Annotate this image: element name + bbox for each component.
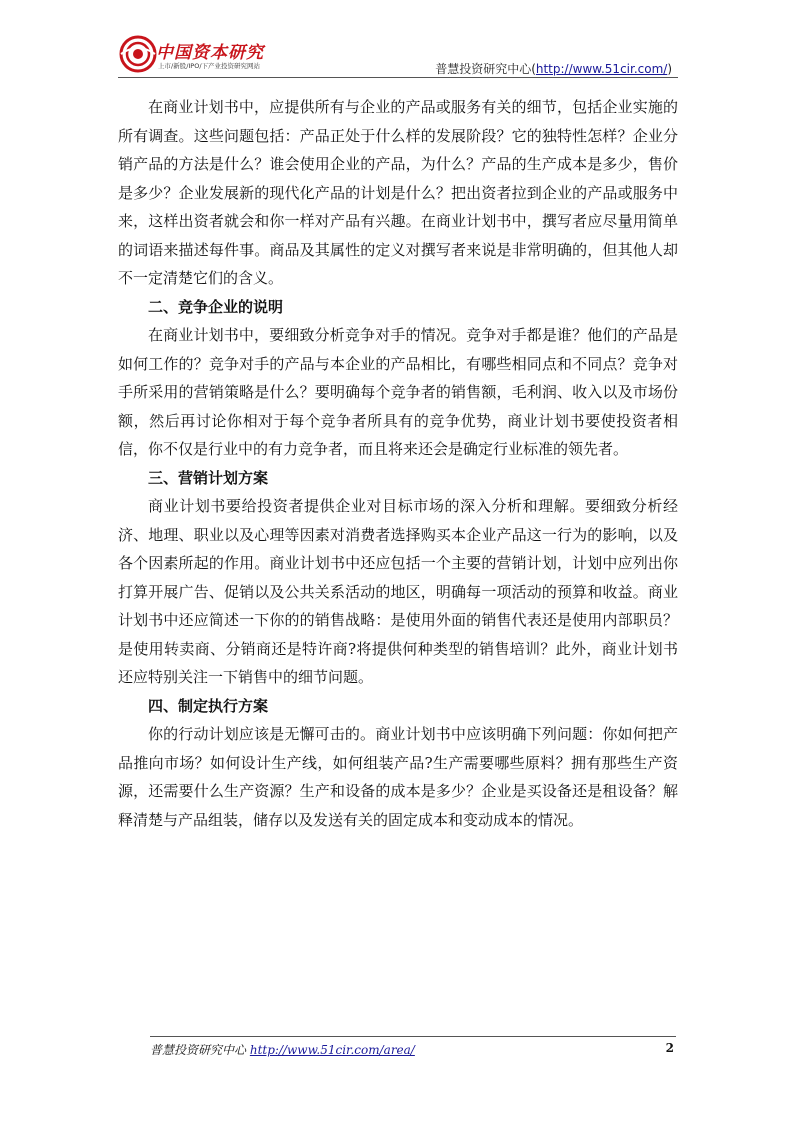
header-link[interactable]: http://www.51cir.com/ [535, 62, 668, 76]
paragraph-execution: 你的行动计划应该是无懈可击的。商业计划书中应该明确下列问题：你如何把产品推向市场？如何设计生产线，如何组装产品?生产需要哪些原料？拥有那些生产资源，还需要什么生产资源？生产和设备的成本是多少？企业是买设备还是租设备？解释清楚与产品组装，储存以及发送有关的固定成本和变动成本的情况。 [118, 725, 678, 829]
page-number: 2 [665, 1041, 674, 1055]
logo-subtitle: 上市/新股/IPO/下产业投资研究网站 [158, 62, 261, 70]
footer-divider [150, 1036, 676, 1037]
logo-swirl-icon [118, 34, 158, 74]
page-footer [150, 1036, 676, 1060]
footer-org-name: 普慧投资研究中心 [150, 1043, 247, 1057]
footer-org [150, 1041, 415, 1058]
paragraph-competitors: 在商业计划书中，要细致分析竞争对手的情况。竞争对手都是谁？他们的产品是如何工作的？竞争对手的产品与本企业的产品相比，有哪些相同点和不同点？竞争对手所采用的营销策略是什么？要明确每个竞争者的销售额，毛利润、收入以及市场份额，然后再讨论你相对于每个竞争者所具有的竞争优势，商业计划书要使投资者相信，你不仅是行业中的有力竞争者，而且将来还会是确定行业标准的领先者。 [118, 326, 678, 458]
header-close-paren: ) [667, 62, 672, 76]
paragraph-marketing: 商业计划书要给投资者提供企业对目标市场的深入分析和理解。要细致分析经济、地理、职业以及心理等因素对消费者选择购买本企业产品这一行为的影响，以及各个因素所起的作用。商业计划书中还应包括一个主要的营销计划，计划中应列出你打算开展广告、促销以及公共关系活动的地区，明确每一项活动的预算和收益。商业计划书中还应简述一下你的的销售战略：是使用外面的销售代表还是使用内部职员？是使用转卖商、分销商还是特许商?将提供何种类型的销售培训？此外，商业计划书还应特别关注一下销售中的细节问题。 [118, 497, 678, 686]
header-divider [118, 77, 678, 78]
heading-competitors: 二、竞争企业的说明 [148, 297, 284, 316]
heading-execution: 四、制定执行方案 [148, 696, 269, 715]
document-body [118, 93, 678, 834]
logo-title: 中国资本研究 [156, 43, 264, 63]
paragraph-product: 在商业计划书中，应提供所有与企业的产品或服务有关的细节，包括企业实施的所有调查。这些问题包括：产品正处于什么样的发展阶段？它的独特性怎样？企业分销产品的方法是什么？谁会使用企业的产品，为什么？产品的生产成本是多少，售价是多少？企业发展新的现代化产品的计划是什么？把出资者拉到企业的产品或服务中来，这样出资者就会和你一样对产品有兴趣。在商业计划书中，撰写者应尽量用简单的词语来描述每件事。商品及其属性的定义对撰写者来说是非常明确的，但其他人却不一定清楚它们的含义。 [118, 98, 678, 287]
header-org-name: 普慧投资研究中心( [435, 62, 536, 76]
header-org [435, 60, 672, 77]
logo [118, 34, 288, 74]
footer-link[interactable]: http://www.51cir.com/area/ [249, 1043, 415, 1057]
page-header [118, 28, 678, 78]
heading-marketing: 三、营销计划方案 [148, 468, 269, 487]
